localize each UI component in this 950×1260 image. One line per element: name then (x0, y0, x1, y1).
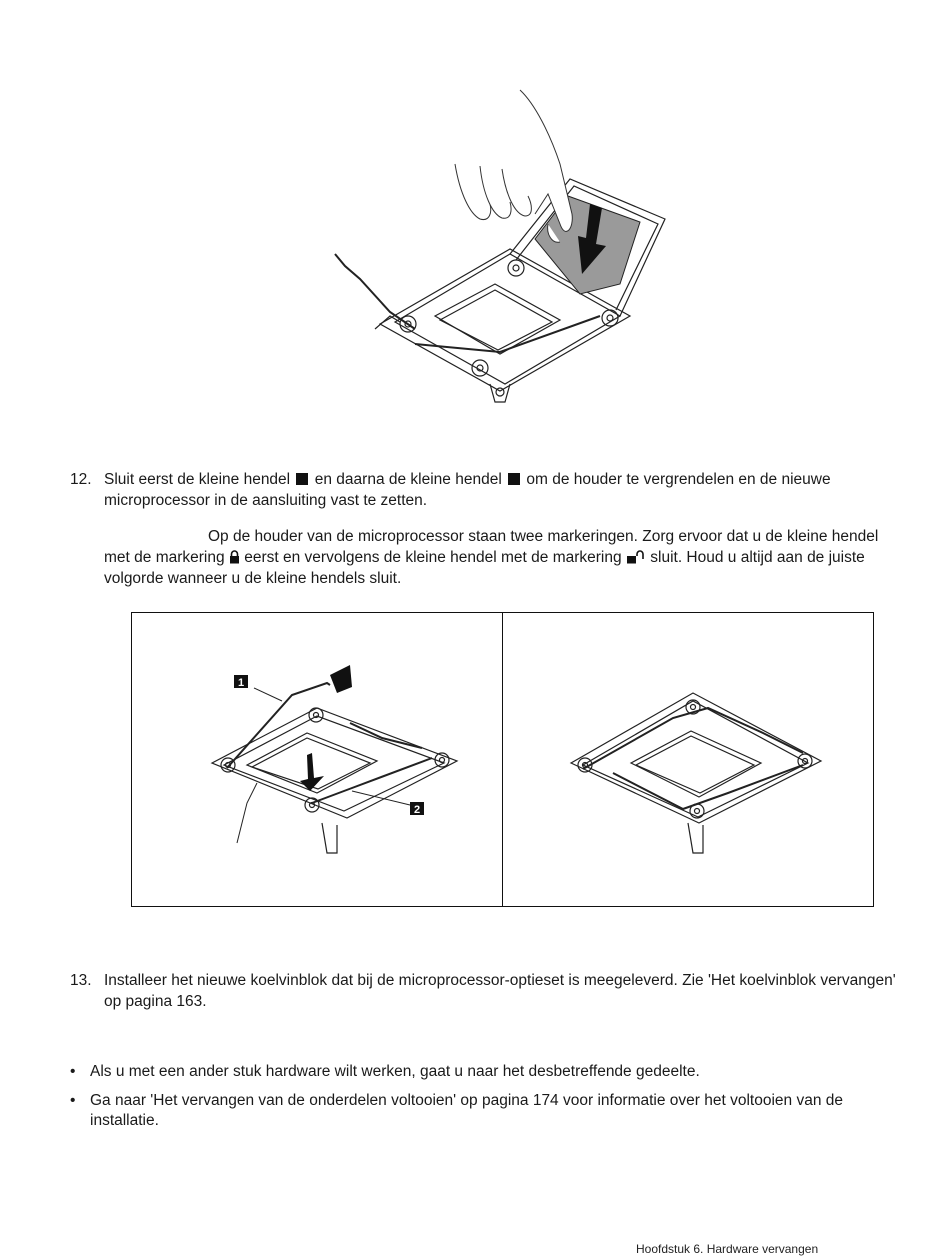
callout-2-icon (508, 473, 520, 485)
lock-open-icon (626, 550, 646, 564)
list-item-text: Als u met een ander stuk hardware wilt werken, gaat u naar het desbetreffende gedeelte. (90, 1063, 700, 1080)
page-footer (636, 1242, 818, 1256)
list-item (70, 1062, 890, 1082)
step-text: Installeer het nieuwe koelvinblok dat bij de microprocessor-optieset is meegeleverd. Zie 'Het koelvinblok vervangen' op pagina 163. (104, 972, 896, 1010)
bullet-icon: • (70, 1092, 76, 1109)
step-12 (70, 469, 910, 511)
note (104, 526, 904, 589)
footer-title: Hardware vervangen (706, 1242, 819, 1256)
note-text: sluit. Houd u altijd aan de juiste volgorde wanneer u de kleine hendels sluit. (104, 549, 865, 587)
callout-2-label: 2 (414, 804, 421, 816)
callout-1-label: 1 (238, 677, 245, 689)
lever-illustration-before (132, 613, 502, 906)
lock-closed-icon (229, 550, 240, 564)
figure-panel-before (132, 613, 502, 906)
note-text: Op de houder van de microprocessor staan twee markeringen. Zorg ervoor dat u de kleine hendel met de markering (104, 528, 879, 566)
bullet-icon: • (70, 1063, 76, 1080)
step-text: om de houder te vergrendelen en de nieuwe microprocessor in de aansluiting vast te zetten. (104, 471, 831, 509)
list-item-text: Ga naar 'Het vervangen van de onderdelen voltooien' op pagina 174 voor informatie over het voltooien van de installatie. (90, 1092, 844, 1129)
step-13 (70, 970, 910, 1012)
step-number: 12. (70, 471, 92, 488)
step-text: Sluit eerst de kleine hendel (104, 471, 291, 488)
lever-illustration-after (503, 613, 873, 906)
list-item (70, 1091, 890, 1131)
install-cover-illustration (320, 84, 680, 414)
callout-1-icon (296, 473, 308, 485)
step-text: en daarna de kleine hendel (314, 471, 502, 488)
next-steps-list (70, 1062, 890, 1140)
note-text: eerst en vervolgens de kleine hendel met de markering (244, 549, 622, 566)
footer-chapter: Hoofdstuk 6. (636, 1242, 704, 1256)
figure-panel-after (502, 613, 873, 906)
lever-closing-figure (131, 612, 874, 907)
step-number: 13. (70, 972, 92, 989)
